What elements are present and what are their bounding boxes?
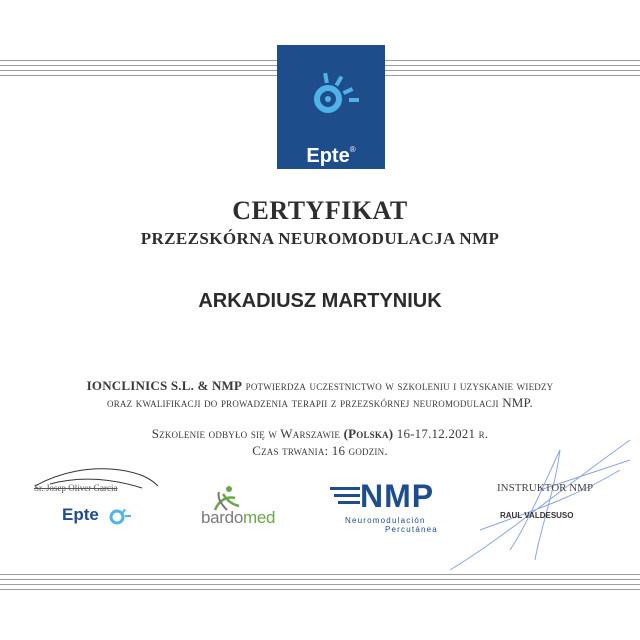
bottom-frame-line-3 — [0, 584, 640, 585]
body-line-4: Czas trwania: 16 godzin. — [252, 443, 388, 458]
nmp-subtitle-1: Neuromodulación — [345, 516, 426, 525]
nmp-speed-lines-icon — [326, 481, 362, 511]
nmp-logo-text: NMP — [360, 478, 435, 514]
epte-eye-icon — [277, 45, 385, 145]
body-line-3: Szkolenie odbyło się w Warszawie (Polska) 16-17.12.2021 r. — [151, 426, 489, 441]
epte-logo-text: Epte® — [306, 145, 356, 167]
body-line-1: IONCLINICS S.L. & NMP potwierdza uczestnictwo w szkoleniu i uzyskanie wiedzy — [86, 378, 554, 393]
body-line-2: oraz kwalifikacji do prowadzenia terapii z przezskórnej neuromodulacji NMP. — [107, 395, 533, 410]
epte-small-logo: Epte — [62, 505, 99, 524]
bardomed-logo-text: bardomed — [201, 508, 276, 527]
epte-logo — [277, 45, 385, 169]
nmp-subtitle-2: Percutánea — [385, 525, 438, 534]
bottom-frame-line-4 — [0, 589, 640, 590]
recipient-name: ARKADIUSZ MARTYNIUK — [198, 290, 442, 312]
instructor-name: RAUL VALDESUSO — [500, 511, 574, 520]
left-signatory-name: Sr. Josep Oliver Garcia — [34, 483, 118, 493]
certificate-title: CERTYFIKAT — [232, 196, 408, 225]
epte-small-eye-icon — [108, 507, 132, 525]
certificate-subtitle: PRZEZSKÓRNA NEUROMODULACJA NMP — [140, 229, 500, 248]
instructor-title: INSTRUKTOR NMP — [497, 482, 594, 494]
instructor-signature — [440, 430, 640, 580]
